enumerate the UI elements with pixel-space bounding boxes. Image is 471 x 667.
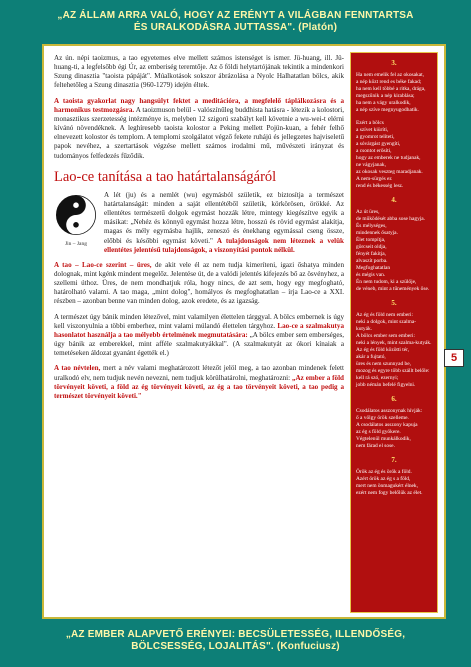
poem-stanza: Ezért a bölcs a szívet kiüríti, a gyomrot telíteti, a sóvárgást gyengíti, a csontot erősíti, hogy az emberek ne tudjanak, ne vágyjanak, az okosak veszteg maradjanak. A nem-sürgés ez rend és békesség lesz.: [356, 120, 423, 189]
paragraph-2: [54, 97, 344, 161]
paragraph-5-quote: „A bölcs ember sem emberséges, úgy bánik az emberekkel, mint afféle szalmakutyákkal". (A szalmakutyát az ókori kínaiak a temetéseken áldozat gyanánt égették el.): [54, 330, 344, 358]
section-number: 5.: [391, 299, 397, 307]
page-panel: [42, 44, 446, 619]
paragraph-5: [54, 313, 344, 359]
paragraph-4-body: de akit vele él az nem tudja kimeríteni, igazi őshatya minden dolognak, mint kgénk mindent megelőz. Jelentése út, de a valódi jelentés kifejezés bő az ösvényhez, a szellemi úthoz. Üres, de nem mondhatjuk róla, hogy nincs, de azt sem, hogy egy megfogható, határolható valami. A tao maga, „mint dolog", homályos és megfoghatatlan – írja Lao-ce a XXI. részben – azonban benne van minden dolog, azok eredete, és az igazság.: [54, 260, 344, 306]
paragraph-3-body: A lét (ju) és a nemlét (wu) egymásból születik, ez biztosítja a természet határtalanságát: minden a saját ellentétéből születik, körkörösen, örökké. Az ellentétes természetű dolgok egymást hozzák létre, mintegy kiegészítve egyik a másikat: „Nehéz és könnyű egymást hozza létre, hosszú és rövid egymást alakítja, magas és mély egymásba hajlik, zeneszó és énekhang egymással cseng össze, előbbi és későbbi egymást követi.": [104, 190, 344, 245]
article-column: [54, 54, 344, 609]
paragraph-6-highlight: A tao névtelen,: [54, 364, 101, 373]
header-line-1: „AZ ÁLLAM ARRA VALÓ, HOGY AZ ERÉNYT A VILÁGBAN FENNTARTSA: [57, 10, 414, 21]
footer-line-1: „AZ EMBER ALAPVETŐ ERÉNYEI: BECSÜLETESSÉG, ILLENDŐSÉG,: [65, 629, 406, 640]
poem-stanza: Csodálatos asszonynak hívják: ő a völgy örök szelleme. A csodálatos asszony kapuja az ég s föld gyökere. Végtelenül munkálkodik, nem fárad el sose.: [356, 408, 423, 449]
footer-line-2: BÖLCSESSÉG, LOJALITÁS". (Konfuciusz): [131, 641, 340, 652]
poem-stanza: Az út üres, de működését abba sose hagyja. És mélységes, mindennek ősatyja. Élet tompítja, görcseit oldja, fényét fakítja, alvaszít porba. Megfoghatatlan és mégis van. Én nem tudom, ki a szülője, de véneb, mint a tűnemények őse.: [356, 209, 430, 292]
poem-stanza: Örök az ég és örök a föld. Azért örök az ég s a föld, mert nem önmagukért élnek, ezért nem fogy belőlük az élet.: [356, 469, 423, 496]
section-title: Lao-ce tanítása a tao határtalanságáról: [54, 168, 277, 185]
yin-yang-caption: Jin – Jang: [65, 240, 87, 247]
section-number: 3.: [391, 59, 397, 67]
paragraph-2-highlight: A taoista gyakorlat nagy hangsúlyt fektet a meditációra, a megfelelő táplálkozásra és a harmonikus testmozgásra.: [54, 96, 344, 114]
section-number: 4.: [391, 196, 397, 204]
paragraph-6: [54, 364, 344, 401]
paragraph-4-highlight: A tao – Lao-ce szerint – üres,: [54, 260, 152, 269]
paragraph-6-quote: „Az ember a föld törvényeit követi, a föld az ég törvényeit követi, az ég a tao törvényeit követi, a tao pedig a természet törvényeit követi.": [54, 373, 344, 400]
section-number: 7.: [391, 456, 397, 464]
header-line-2: ÉS URALKODÁSRA JUTTASSA". (Platón): [133, 22, 338, 33]
paragraph-1: Az ún. népi taoizmus, a tao egyetemes elve mellett számos istenséget is ismer. Jü-huang, ill. Jü-huang-ti, a legfelsőbb égi Úr, az emberiség teremtője. Az ő földi helytartójának tekintik a mindenkori Szung dinasztia "taoista pápáját". Múalkotások sokszor ábrázolása a Nyolc Halhatatlan bölcs, akik feltehetőleg a Szung dinasztia (960-1279) idején éltek.: [54, 54, 344, 90]
header-quote: [0, 10, 471, 34]
paragraph-6-body: mert a név valami meghatározott létezőt jelöl meg, a tao azonban mindenek felett uralkodó elv, nem tudjuk nevén nevezni, nem tudjuk körülhatárolni, meghatározni:: [54, 364, 344, 382]
poem-stanza: Ha nem emelik fel az okosakat, a nép közt rend es béke fakad; ha nem kell többé a ritka, drága, megszűnik a nép kirablása; ha nem a vágy uralkodik, a nép szíve megnyugodhatik.: [356, 72, 426, 113]
paragraph-4: [54, 261, 344, 307]
section-number: 6.: [391, 395, 397, 403]
paragraph-3-highlight: A tulajdonságok nem léteznek a velük ellentétes jelentésű tulajdonságok, a viszonyítási pontok nélkül.: [104, 236, 344, 254]
paragraph-2-body: A taoizmuson belül - valószínűleg buddhista hatásra - létezik a kolostori, monasztikus szerzetesség intézménye is, melyben 12 szigorú szabályt kell követnie a wu-wei-t elérni kívánó növendéknek. A leghíresebb taoista kolostor a Peking mellett Pojün-kuan, a fehér felhő elnevezett kolostor és templom. A templomi szolgálatot végző fekete ruhájú és jellegzetes hajviseletű papok nevéhez, a szertartások végzése mellett számos irodalmi mű, művészeti irányzat és tudományos felfedezés fűződik.: [54, 105, 344, 160]
yin-yang-figure: [54, 195, 98, 248]
poem-stanza: Az ég és föld nem emberi: neki a dolgok, mint szalma-kutyák. A bölcs ember sem emberi: neki a lények, mint szalma-kutyák. Az ég és föld közötti tér, akár a fujtató, üres és nem szunnyad be, mozog és egyre több szállt belőle: kell rá szó, ezernyi; jobb némán befelé figyelni.: [356, 312, 432, 388]
paragraph-5-highlight: Lao-ce a szalmakutya hasonlatot használja a tao mélyebb értelmének megmutatására:: [54, 321, 344, 339]
poem-sidebar: [350, 52, 438, 613]
paragraph-5-body: A természet úgy bánik minden létezővel, mint valamilyen élettelen tárggyal. A bölcs embernek is úgy kell viszonyulnia a többi emberhez, mint valami múlandó élettelen tárgyhoz.: [54, 312, 344, 330]
footer-quote: [0, 629, 471, 653]
page-number: 5: [444, 349, 464, 367]
yin-yang-icon: [56, 195, 96, 235]
